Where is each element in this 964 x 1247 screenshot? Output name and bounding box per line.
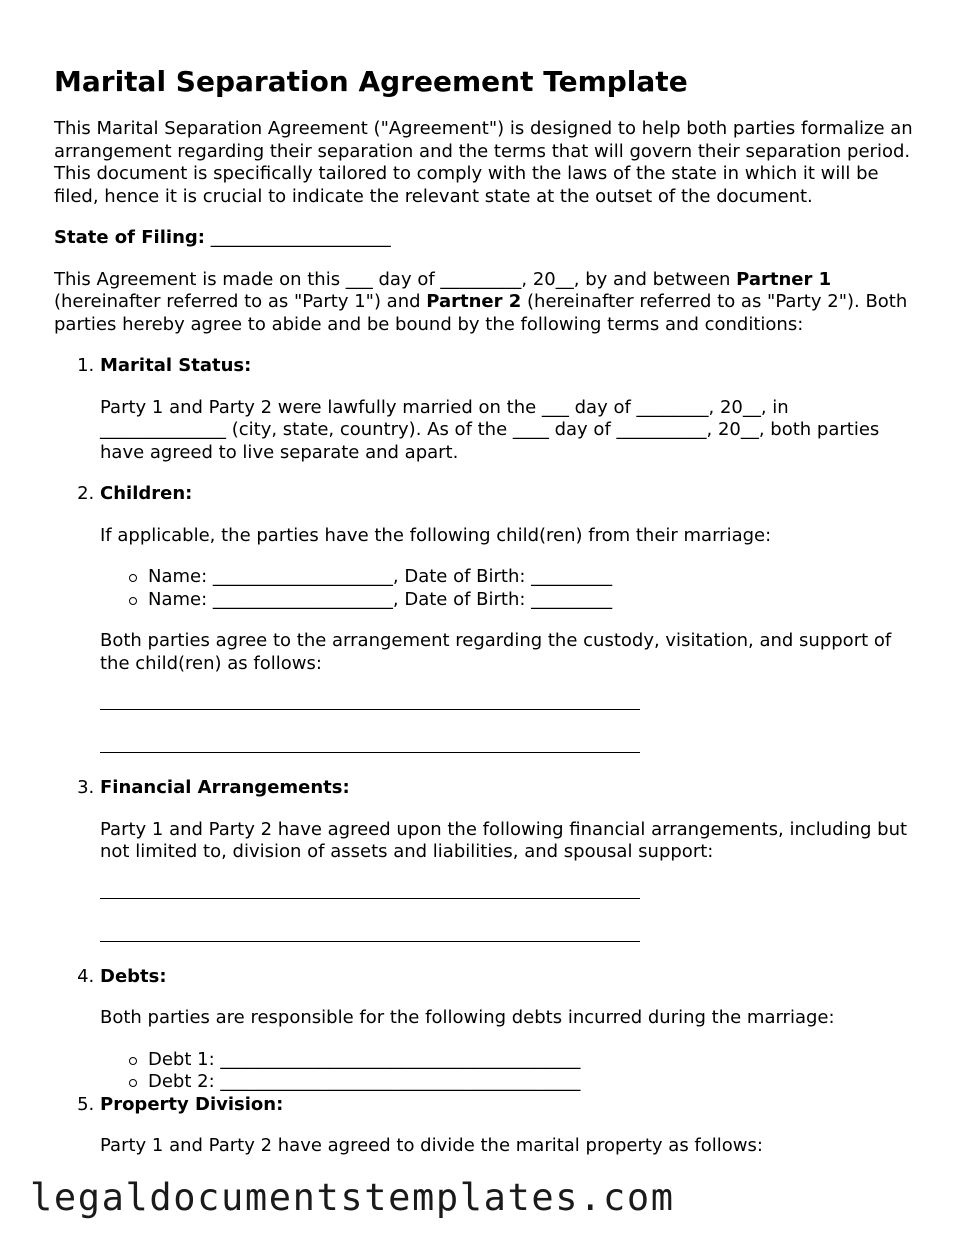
- financial-blanks: [100, 878, 914, 942]
- children-list: [100, 566, 914, 611]
- document-page: [54, 64, 914, 1177]
- state-of-filing-label: State of Filing:: [54, 227, 205, 248]
- partner-2-name: Partner 2: [426, 291, 522, 312]
- section-debts: [100, 966, 914, 1094]
- debt-entry: Debt 1: ________________________________________: [148, 1049, 914, 1072]
- agreement-text-1: This Agreement is made on this ___ day of _________, 20__, by and between: [54, 268, 737, 290]
- child-entry: Name: ____________________, Date of Birth: _________: [148, 589, 914, 612]
- financial-text: Party 1 and Party 2 have agreed upon the following financial arrangements, including but not limited to, division of assets and liabilities, and spousal support:: [100, 818, 908, 862]
- child-entry: Name: ____________________, Date of Birth: _________: [148, 566, 914, 589]
- section-title: 5. Property Division:: [100, 1093, 284, 1115]
- intro-paragraph: This Marital Separation Agreement ("Agreement") is designed to help both parties formalize an arrangement regarding their separation and the terms that will govern their separation period. This document is specifically tailored to comply with the laws of the state in which it will be filed, hence it is crucial to indicate the relevant state at the outset of the document.: [54, 118, 913, 207]
- state-of-filing: [54, 227, 914, 250]
- section-property: [100, 1094, 914, 1158]
- terms-list: [54, 355, 914, 1158]
- financial-blank-line: [100, 921, 640, 942]
- debts-list: [100, 1049, 914, 1094]
- partner-1-name: Partner 1: [736, 268, 832, 290]
- marital-status-text: Party 1 and Party 2 were lawfully married on the ___ day of ________, 20__, in ______________ (city, state, country). As of the ____ day of __________, 20__, both parties have agreed to live separate and apart.: [100, 396, 880, 463]
- custody-blanks: [100, 689, 914, 753]
- debts-text: Both parties are responsible for the following debts incurred during the marriage:: [100, 1007, 835, 1028]
- custody-text: Both parties agree to the arrangement regarding the custody, visitation, and support of the child(ren) as follows:: [100, 630, 892, 674]
- children-text: If applicable, the parties have the following child(ren) from their marriage:: [100, 524, 772, 546]
- watermark-text: legaldocumentstemplates.com: [30, 1176, 675, 1219]
- financial-blank-line: [100, 878, 640, 899]
- section-children: [100, 483, 914, 753]
- document-title: Marital Separation Agreement Template: [54, 65, 688, 98]
- agreement-text-3: (hereinafter referred to as "Party 2"). Both parties hereby agree to abide and be bound by the following terms and conditions:: [54, 291, 908, 335]
- agreement-text-2: (hereinafter referred to as "Party 1") and: [54, 291, 427, 312]
- section-title: 3. Financial Arrangements:: [100, 777, 350, 798]
- section-title: 4. Debts:: [100, 965, 167, 987]
- debt-entry: Debt 2: ________________________________________: [148, 1071, 914, 1094]
- section-marital-status: [100, 355, 914, 464]
- agreement-paragraph: [54, 269, 914, 337]
- section-financial: [100, 777, 914, 942]
- custody-blank-line: [100, 689, 640, 710]
- custody-blank-line: [100, 732, 640, 753]
- property-text: Party 1 and Party 2 have agreed to divide the marital property as follows:: [100, 1135, 763, 1156]
- section-title: 1. Marital Status:: [100, 355, 252, 376]
- state-of-filing-blank: ____________________: [204, 227, 391, 248]
- section-title: 2. Children:: [100, 483, 193, 504]
